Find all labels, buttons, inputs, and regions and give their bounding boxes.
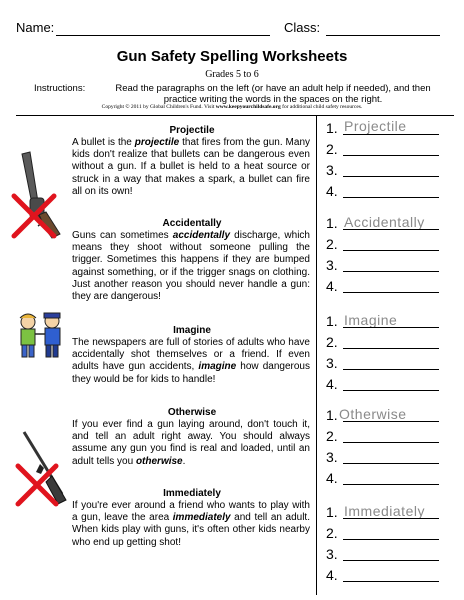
answer-line[interactable]	[343, 229, 439, 230]
answer-number: 4.	[326, 470, 338, 486]
crossed-out-rifle-icon	[14, 428, 74, 508]
name-field[interactable]	[56, 35, 270, 36]
crossed-out-revolver-icon	[8, 150, 70, 245]
answer-number: 1.	[326, 313, 338, 329]
paragraph-imagine	[72, 337, 310, 386]
answer-number: 2.	[326, 525, 338, 541]
paragraph-keyword: projectile	[134, 137, 180, 148]
answer-number: 3.	[326, 162, 338, 178]
answer-line[interactable]	[343, 176, 439, 177]
traced-word: Projectile	[344, 118, 407, 134]
paragraph-text: that fires from the gun. Many kids don't realize that bullets can be dangerous even without a gun. If a bullet is held to a heat source or struck in a way that makes a spark, a bullet can fire all on its own!	[72, 137, 310, 197]
answer-line[interactable]	[343, 581, 439, 582]
paragraph-text: and tell an adult. When kids play with guns, it's often other kids nearby who end up getting shot!	[72, 512, 310, 548]
paragraph-keyword: otherwise	[135, 455, 183, 467]
answer-line[interactable]	[343, 463, 439, 464]
answer-number: 4.	[326, 278, 338, 294]
name-label: Name:	[16, 20, 55, 35]
answer-line[interactable]	[343, 250, 439, 251]
instructions-label: Instructions:	[34, 83, 86, 94]
paragraph-text: If you ever find a gun laying around, don't touch it, and tell an adult right away. You should always assume any gun you find is real and loaded, until an adult tells you	[72, 419, 310, 467]
paragraph-immediately	[72, 500, 310, 549]
answer-number: 4.	[326, 567, 338, 583]
section-title-projectile: Projectile	[169, 125, 215, 136]
paragraph-text: A bullet is the	[72, 137, 135, 148]
answer-number: 3.	[326, 355, 338, 371]
section-title-imagine: Imagine	[173, 325, 211, 336]
answer-line[interactable]	[343, 271, 439, 272]
traced-word: Imagine	[344, 312, 398, 328]
answer-number: 1.	[326, 215, 338, 231]
paragraph-text: The newspapers are full of stories of adults who have accidentally shot themselves or a friend. If even adults have gun accidents,	[72, 337, 310, 373]
answer-line[interactable]	[343, 155, 439, 156]
class-field[interactable]	[326, 35, 440, 36]
answer-line[interactable]	[343, 421, 439, 422]
answer-line[interactable]	[343, 442, 439, 443]
section-title-otherwise: Otherwise	[167, 407, 217, 418]
kids-playing-cartoon	[10, 312, 72, 362]
copyright-suffix: for additional child safety resources.	[280, 104, 363, 110]
answer-line[interactable]	[343, 390, 439, 391]
answer-line[interactable]	[343, 518, 439, 519]
answer-line[interactable]	[343, 348, 439, 349]
answer-line[interactable]	[343, 560, 439, 561]
paragraph-keyword: immediately	[172, 512, 231, 524]
answer-number: 3.	[326, 257, 338, 273]
paragraph-text: If you're ever around a friend who wants to play with a gun, leave the area	[72, 500, 310, 524]
class-label: Class:	[284, 20, 321, 35]
answer-line[interactable]	[343, 327, 439, 328]
answer-number: 1.	[326, 504, 338, 520]
copyright-prefix: Copyright © 2011 by Global Children's Fund. Visit	[101, 104, 216, 110]
traced-word: Otherwise	[339, 406, 407, 422]
paragraph-text: discharge, which means they shoot without someone pulling the trigger. Sometimes this happens if they are bumped against something, or if the trigger snags on clothing. Just another reason you should never handle a gun: they are dangerous!	[72, 230, 310, 303]
paragraph-keyword: accidentally	[172, 230, 231, 241]
answer-number: 4.	[326, 183, 338, 199]
answer-number: 4.	[326, 376, 338, 392]
answer-number: 2.	[326, 428, 338, 444]
section-title-accidentally: Accidentally	[162, 218, 222, 229]
column-divider	[316, 115, 317, 595]
page-title: Gun Safety Spelling Worksheets	[116, 48, 348, 65]
answer-number: 3.	[326, 449, 338, 465]
answer-number: 2.	[326, 236, 338, 252]
answer-line[interactable]	[343, 369, 439, 370]
paragraph-otherwise	[72, 419, 310, 468]
top-divider	[16, 115, 454, 116]
paragraph-text: Guns can sometimes	[72, 230, 173, 241]
instructions-text: Read the paragraphs on the left (or have an adult help if needed), and then practice writing the words in the spaces on the right.	[115, 83, 431, 105]
traced-word: Immediately	[344, 503, 425, 519]
section-title-immediately: Immediately	[163, 488, 221, 499]
answer-line[interactable]	[343, 292, 439, 293]
answer-line[interactable]	[343, 197, 439, 198]
answer-line[interactable]	[343, 484, 439, 485]
answer-number: 1.	[326, 120, 338, 136]
grade-level: Grades 5 to 6	[205, 69, 259, 80]
paragraph-text: .	[182, 455, 186, 467]
paragraph-text: how dangerous they would be for kids to handle!	[72, 361, 310, 385]
answer-number: 2.	[326, 334, 338, 350]
answer-line[interactable]	[343, 134, 439, 135]
copyright-notice	[0, 104, 464, 110]
answer-number: 2.	[326, 141, 338, 157]
paragraph-accidentally	[72, 230, 310, 303]
answer-line[interactable]	[343, 539, 439, 540]
paragraph-keyword: imagine	[198, 361, 237, 373]
copyright-link[interactable]: www.keepyourchildsafe.org	[215, 104, 281, 110]
paragraph-projectile	[72, 137, 310, 198]
answer-number: 3.	[326, 546, 338, 562]
traced-word: Accidentally	[344, 214, 425, 230]
answer-number: 1.	[326, 407, 338, 423]
